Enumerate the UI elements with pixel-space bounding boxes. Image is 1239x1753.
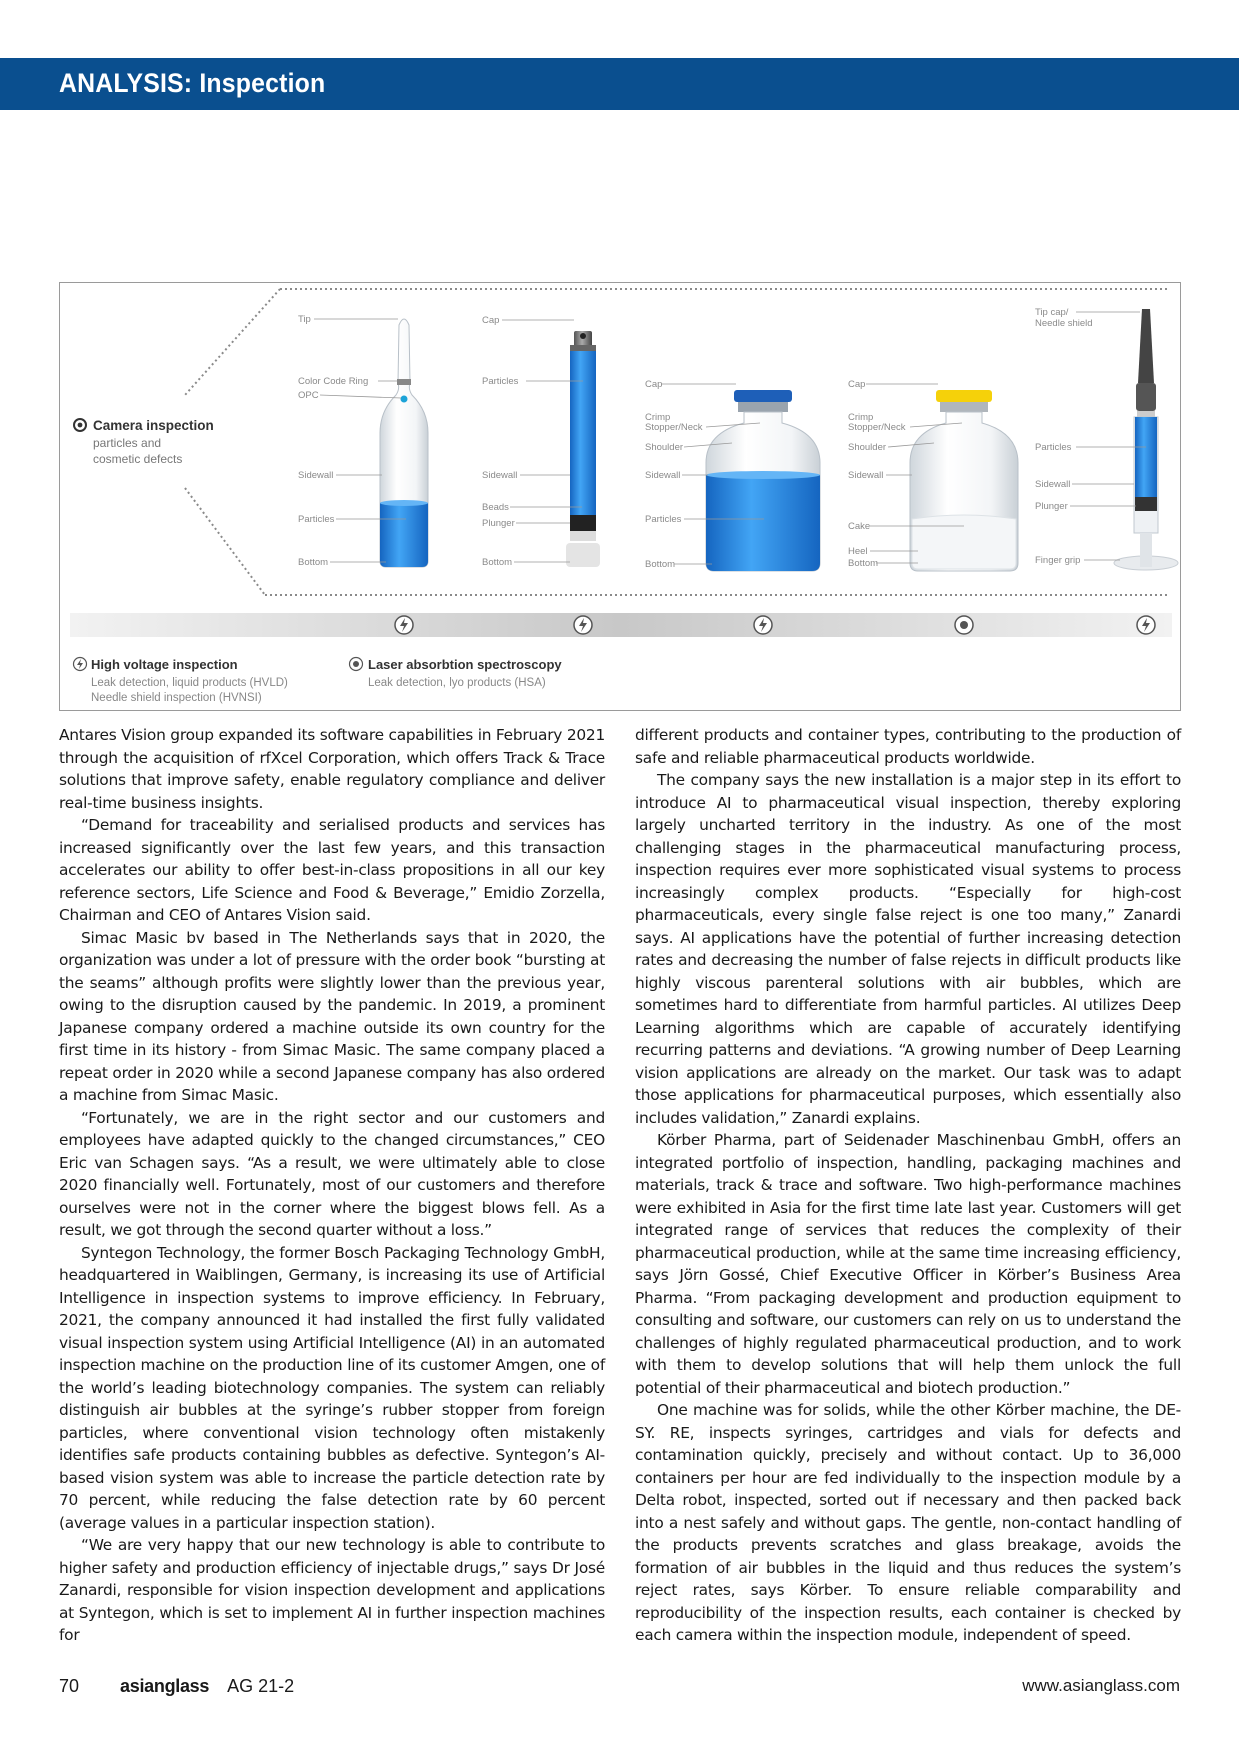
article-column-left: [59, 724, 605, 1647]
laser-station-icon: [955, 616, 973, 634]
hv-sub2: Needle shield inspection (HVNSI): [91, 692, 262, 704]
camera-inspection-title: Camera inspection: [93, 418, 214, 433]
laser-title: Laser absorbtion spectroscopy: [368, 657, 562, 672]
label-cartridge-beads: Beads: [482, 502, 509, 513]
ampoule: [380, 319, 428, 567]
article-column-right: [635, 724, 1181, 1647]
label-ampoule-tip: Tip: [298, 314, 311, 325]
section-title: ANALYSIS: Inspection: [59, 68, 326, 98]
label-ampoule-bottom: Bottom: [298, 557, 329, 568]
footer-left: [59, 1676, 294, 1706]
laser-legend-icon: [350, 658, 363, 671]
label-cartridge-plunger: Plunger: [482, 518, 515, 529]
paragraph: different products and container types, contributing to the production of safe and reliable pharmaceutical products worldwide.: [635, 726, 1181, 767]
cartridge: [566, 331, 600, 567]
magazine-brand: asianglass: [120, 1676, 210, 1696]
label-syringe-tipcap: Tip cap/: [1035, 307, 1069, 318]
camera-icon: [74, 419, 86, 431]
label-vial-shoulder: Shoulder: [645, 442, 684, 453]
label-lyo-sidewall: Sidewall: [848, 470, 884, 481]
footer-url[interactable]: www.asianglass.com: [1022, 1676, 1180, 1695]
label-cartridge-particles: Particles: [482, 376, 519, 387]
issue-number: AG 21-2: [227, 1676, 295, 1696]
inspection-track: [70, 613, 1172, 637]
label-vial-crimp: Crimp: [645, 412, 671, 423]
label-lyo-stopper: Stopper/Neck: [848, 422, 906, 433]
paragraph: The company says the new installation is a major step in its effort to introduce AI to pharmaceutical visual inspection, thereby exploring largely uncharted territory in the industry. As one of the most challenging stages in the pharmaceutical manufacturing process, inspection requires ever more sophisticated visual systems to process increasingly complex products. “Especially for high-cost pharmaceuticals, every single false reject is one too many,” Zanardi says. AI applications have the potential of further increasing detection rates and decreasing the number of false rejects in difficult products like highly viscous parenteral solutions with air bubbles, which are sometimes hard to differentiate from harmful particles. AI utilizes Deep Learning algorithms which are capable of accurately identifying recurring patterns and deviations. “A growing number of Deep Learning vision applications are already on the market. Our task was to adapt those applications for pharmaceutical purposes, which essentially also includes validation,” Zanardi explains.: [635, 771, 1181, 1127]
label-cartridge-sidewall: Sidewall: [482, 470, 518, 481]
label-lyo-heel: Heel: [848, 546, 868, 557]
paragraph: “Demand for traceability and serialised products and services has increased significantly over the last few years, and this transaction accelerates our ability to offer best-in-class propositions in all our key reference sectors, Life Science and Food & Beverage,” Emidio Zorzella, Chairman and CEO of Antares Vision said.: [59, 816, 605, 924]
label-syringe-finger-grip: Finger grip: [1035, 555, 1081, 566]
paragraph: “We are very happy that our new technology is able to contribute to higher safety and production efficiency of injectable drugs,” says Dr José Zanardi, responsible for vision inspection development and applications at Syntegon, which is set to implement AI in further inspection machines for: [59, 1536, 605, 1644]
label-ampoule-particles: Particles: [298, 514, 335, 525]
paragraph: Körber Pharma, part of Seidenader Maschinenbau GmbH, offers an integrated portfolio of inspection, handling, packaging machines and materials, track & trace and software. Two high-performance machines were exhibited in Asia for the first time late last year. Customers will get integrated range of services that reduces the complexity of their pharmaceutical production, while at the same time increasing efficiency, says Jörn Gossé, Chief Executive Officer in Körber’s Business Area Pharma. “From packaging development and production equipment to consulting and software, our customers can rely on us to understand the challenges of highly regulated pharmaceutical production, and to work with them to develop solutions that will help them unlock the full potential of their pharmaceutical and biotech production.”: [635, 1131, 1181, 1397]
label-syringe-particles: Particles: [1035, 442, 1072, 453]
hv-legend-icon: [74, 658, 87, 671]
label-vial-cap: Cap: [645, 379, 663, 390]
paragraph: Syntegon Technology, the former Bosch Packaging Technology GmbH, headquartered in Waiblingen, Germany, is increasing its use of Artificial Intelligence in inspection systems to improve efficiency. In February, 2021, the company announced it had installed the first fully validated visual inspection system using Artificial Intelligence (AI) in an automated inspection machine on the production line of its customer Amgen, one of the world’s leading biotechnology companies. The system can reliably distinguish air bubbles at the syringe’s rubber stopper from foreign particles, where conventional vision technology often mistakenly identifies safe products containing bubbles as defective. Syntegon’s AI-based vision system was able to increase the particle detection rate by 70 percent, while reducing the false detection rate by 60 percent (average values in a particular inspection station).: [59, 1243, 605, 1532]
label-lyo-cake: Cake: [848, 521, 871, 532]
hv-sub1: Leak detection, liquid products (HVLD): [91, 677, 288, 689]
label-lyo-crimp: Crimp: [848, 412, 874, 423]
label-lyo-cap: Cap: [848, 379, 866, 390]
syringe: [1114, 309, 1178, 570]
label-cartridge-bottom: Bottom: [482, 557, 513, 568]
label-syringe-needle-shield: Needle shield: [1035, 318, 1093, 329]
label-vial-particles: Particles: [645, 514, 682, 525]
paragraph: One machine was for solids, while the other Körber machine, the DE-SY. RE, inspects syringes, cartridges and vials for defects and contamination quickly, precisely and without contact. Up to 36,000 containers per hour are fed individually to the inspection module by a Delta robot, inspected, sorted out if necessary and then packed back into a nest safely and without gaps. The gentle, non-contact handling of the products prevents scratches and glass breakage, avoids the formation of air bubbles in the liquid and thus reduces the system’s reject rates, says Körber. To ensure reliable comparability and reproducibility of the inspection results, each container is checked by each camera within the inspection module, independent of speed.: [635, 1401, 1181, 1644]
paragraph: Simac Masic bv based in The Netherlands says that in 2020, the organization was under a lot of pressure with the order book “bursting at the seams” although profits were slightly lower than the previous year, owing to the disruption caused by the pandemic. In 2019, a prominent Japanese company ordered a machine outside its own country for the first time in its history - from Simac Masic. The same company placed a repeat order in 2020 while a second Japanese company has also ordered a machine from Simac Masic.: [59, 928, 605, 1104]
label-vial-sidewall: Sidewall: [645, 470, 681, 481]
label-vial-bottom: Bottom: [645, 559, 676, 570]
vial-liquid: [706, 390, 820, 571]
vial-lyo: [910, 390, 1018, 571]
laser-sub1: Leak detection, lyo products (HSA): [368, 677, 546, 689]
label-ampoule-ring: Color Code Ring: [298, 376, 369, 387]
label-lyo-bottom: Bottom: [848, 558, 879, 569]
label-cartridge-cap: Cap: [482, 315, 500, 326]
label-vial-stopper: Stopper/Neck: [645, 422, 703, 433]
label-lyo-shoulder: Shoulder: [848, 442, 887, 453]
inspection-diagram: [60, 283, 1181, 711]
label-syringe-plunger: Plunger: [1035, 501, 1068, 512]
paragraph: “Fortunately, we are in the right sector and our customers and employees have adapted quickly to the changed circumstances,” CEO Eric van Schagen says. “As a result, we were ultimately able to close 2020 financially well. Fortunately, most of our customers and therefore ourselves were not in the corner where the biggest blows fell. As a result, we got through the second quarter without a loss.”: [59, 1108, 605, 1239]
section-header-bar: [0, 58, 1239, 110]
camera-inspection-sub1: particles and: [93, 436, 162, 450]
label-ampoule-sidewall: Sidewall: [298, 470, 334, 481]
label-syringe-sidewall: Sidewall: [1035, 479, 1071, 490]
label-ampoule-opc: OPC: [298, 390, 319, 401]
paragraph: Antares Vision group expanded its software capabilities in February 2021 through the acquisition of rfXcel Corporation, which offers Track & Trace solutions that improve safety, enable regulatory compliance and deliver real-time business insights.: [59, 726, 605, 812]
page-number: 70: [59, 1676, 80, 1696]
camera-inspection-sub2: cosmetic defects: [93, 452, 183, 466]
inspection-figure: [59, 282, 1181, 711]
hv-title: High voltage inspection: [91, 657, 238, 672]
